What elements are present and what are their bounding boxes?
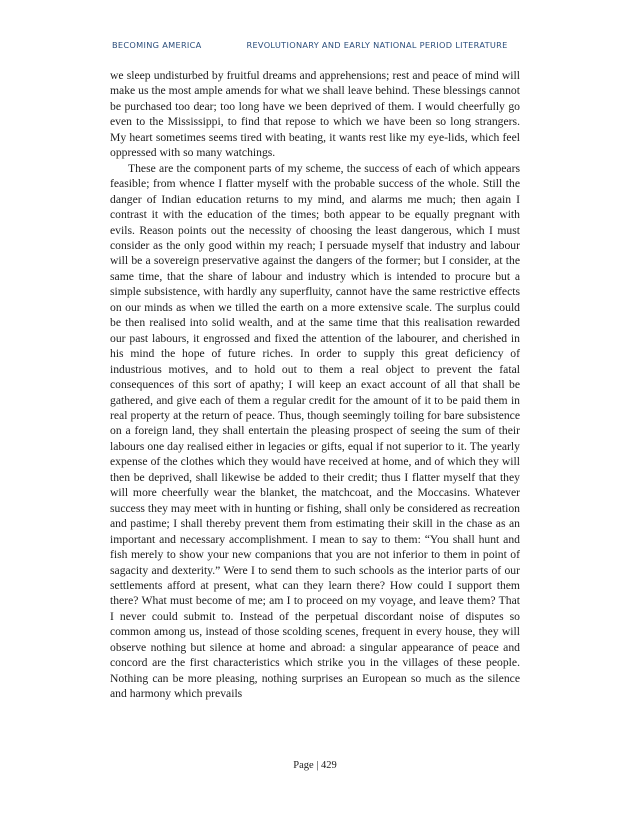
- section-title: REVOLUTIONARY AND EARLY NATIONAL PERIOD LITERATURE: [246, 40, 508, 50]
- page-number: Page | 429: [293, 760, 337, 771]
- paragraph-continuation: we sleep undisturbed by fruitful dreams and apprehensions; rest and peace of mind will make us the most ample amends for what we shall leave behind. These blessings cannot be purchased too dear; too long have we been deprived of them. I would cheerfully go even to the Mississippi, to find that repose to which we have been so long strangers. My heart sometimes seems tired with beating, it wants rest like my eye-lids, which feel oppressed with so many watchings.: [110, 69, 520, 160]
- body-text: [110, 68, 520, 702]
- book-title: BECOMING AMERICA: [112, 40, 202, 50]
- paragraph-scheme: These are the component parts of my scheme, the success of each of which appears feasible; from whence I flatter myself with the probable success of the whole. Still the danger of Indian education returns to my mind, and alarms me much; then again I contrast it with the education of the times; both appear to be equally pregnant with evils. Reason points out the necessity of choosing the least dangerous, which I must consider as the only good within my reach; I persuade myself that industry and labour will be a sovereign preservative against the dangers of the former; but I consider, at the same time, that the share of labour and industry which is intended to procure but a simple subsistence, with hardly any superfluity, cannot have the same restrictive effects on our minds as when we tilled the earth on a more extensive scale. The surplus could be then realised into solid wealth, and at the same time that this realisation rewarded our past labours, it engrossed and fixed the attention of the labourer, and cherished in his mind the hope of future riches. In order to supply this great deficiency of industrious motives, and to hold out to them a real object to prevent the fatal consequences of this sort of apathy; I will keep an exact account of all that shall be gathered, and give each of them a regular credit for the amount of it to be paid them in real property at the return of peace. Thus, though seemingly toiling for bare subsistence on a foreign land, they shall entertain the pleasing prospect of seeing the sum of their labours one day realised either in legacies or gifts, equal if not superior to it. The yearly expense of the clothes which they would have received at home, and of which they will then be deprived, shall likewise be added to their credit; thus I flatter myself that they will more cheerfully wear the blanket, the matchcoat, and the Moccasins. Whatever success they may meet with in hunting or fishing, shall only be considered as recreation and pastime; I shall thereby prevent them from estimating their skill in the chase as an important and necessary accomplishment. I mean to say to them: “You shall hunt and fish merely to show your new companions that you are not inferior to them in point of sagacity and dexterity.” Were I to send them to such schools as the interior parts of our settlements afford at present, what can they learn there? How could I support them there? What must become of me; am I to proceed on my voyage, and leave them? That I never could submit to. Instead of the perpetual discordant noise of disputes so common among us, instead of those scolding scenes, frequent in every house, they will observe nothing but silence at home and abroad: a singular appearance of peace and concord are the first characteristics which strike you in the villages of these people. Nothing can be more pleasing, nothing surprises an European so much as the silence and harmony which prevails: [110, 161, 520, 701]
- running-header: [112, 40, 508, 50]
